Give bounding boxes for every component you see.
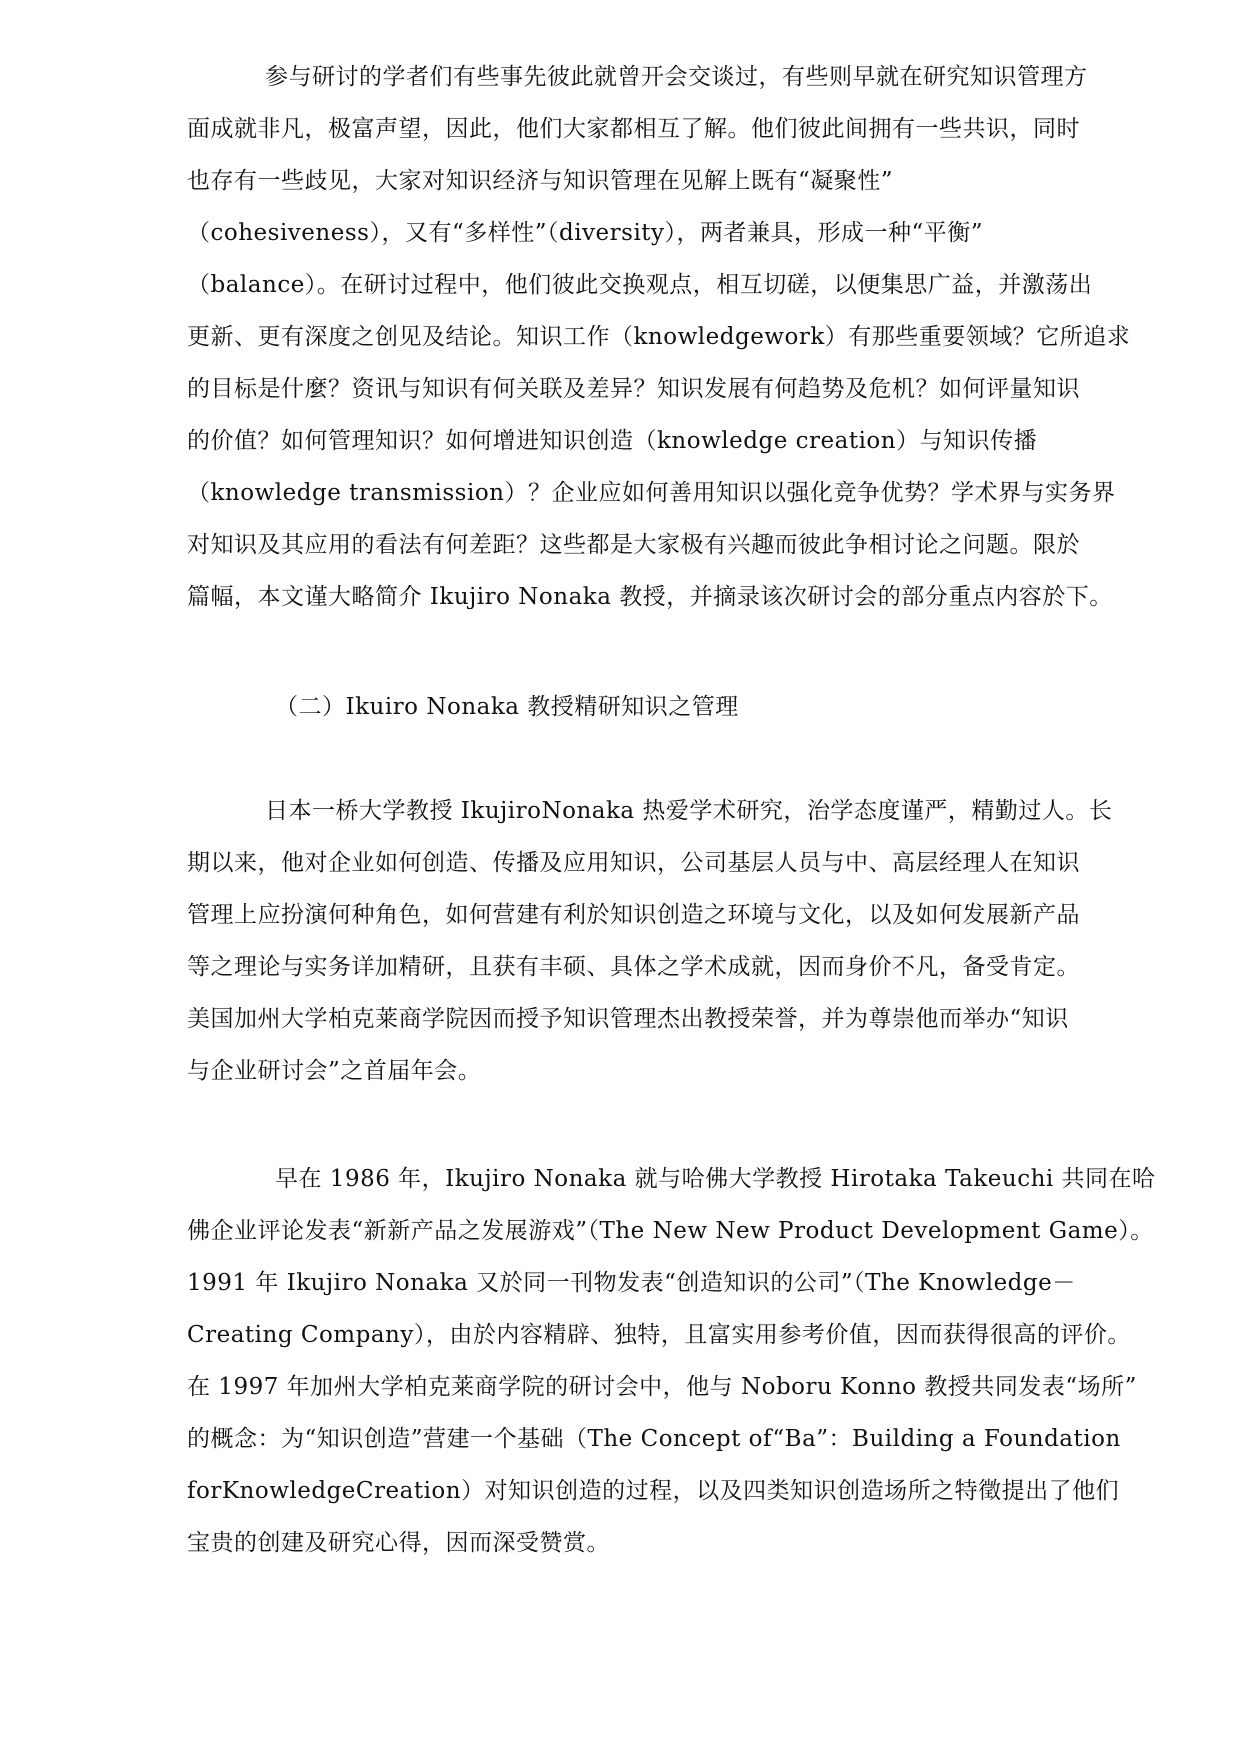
text-line: 管理上应扮演何种角色，如何营建有利於知识创造之环境与文化，以及如何发展新产品 — [187, 902, 1080, 928]
text-line: 面成就非凡，极富声望，因此，他们大家都相互了解。他们彼此间拥有一些共识，同时 — [187, 116, 1080, 142]
text-line: 参与研讨的学者们有些事先彼此就曾开会交谈过，有些则早就在研究知识管理方 — [265, 64, 1088, 90]
text-line: 宝贵的创建及研究心得，因而深受赞赏。 — [187, 1530, 610, 1556]
text-line: 早在 1986 年，Ikujiro Nonaka 就与哈佛大学教授 Hirotaka Takeuchi 共同在哈 — [275, 1166, 1156, 1192]
text-line: 也存有一些歧见，大家对知识经济与知识管理在见解上既有“凝聚性” — [187, 168, 894, 194]
text-line: 篇幅，本文谨大略简介 Ikujiro Nonaka 教授，并摘录该次研讨会的部分重点内容於下。 — [187, 584, 1113, 610]
text-line: （balance）。在研讨过程中，他们彼此交换观点，相互切磋，以便集思广益，并激荡出 — [187, 272, 1093, 298]
text-line: Creating Company），由於内容精辟、独特，且富实用参考价值，因而获得很高的评价。 — [187, 1322, 1131, 1348]
text-line: 1991 年 Ikujiro Nonaka 又於同一刊物发表“创造知识的公司”（The Knowledge－ — [187, 1270, 1076, 1296]
text-line: 对知识及其应用的看法有何差距？这些都是大家极有兴趣而彼此争相讨论之问题。限於 — [187, 532, 1080, 558]
text-line: forKnowledgeCreation）对知识创造的过程，以及四类知识创造场所之特徵提出了他们 — [187, 1478, 1120, 1504]
section-heading: （二）Ikuiro Nonaka 教授精研知识之管理 — [275, 694, 739, 720]
text-line: 的概念：为“知识创造”营建一个基础（The Concept of“Ba”：Building a Foundation — [187, 1426, 1121, 1452]
text-line: 的价值？如何管理知识？如何增进知识创造（knowledge creation）与知识传播 — [187, 428, 1038, 454]
text-line: 的目标是什麼？资讯与知识有何关联及差异？知识发展有何趋势及危机？如何评量知识 — [187, 376, 1080, 402]
text-line: 日本一桥大学教授 IkujiroNonaka 热爱学术研究，治学态度谨严，精勤过人。长 — [265, 798, 1113, 824]
text-line: 佛企业评论发表“新新产品之发展游戏”（The New New Product Development Game）。 — [187, 1218, 1154, 1244]
text-line: 更新、更有深度之创见及结论。知识工作（knowledgework）有那些重要领域？它所追求 — [187, 324, 1131, 350]
text-line: 与企业研讨会”之首届年会。 — [187, 1058, 482, 1084]
text-line: 期以来，他对企业如何创造、传播及应用知识，公司基层人员与中、高层经理人在知识 — [187, 850, 1080, 876]
text-line: 等之理论与实务详加精研，且获有丰硕、具体之学术成就，因而身价不凡，备受肯定。 — [187, 954, 1080, 980]
text-line: （knowledge transmission）？企业应如何善用知识以强化竞争优势？学术界与实务界 — [187, 480, 1116, 506]
text-line: 美国加州大学柏克莱商学院因而授予知识管理杰出教授荣誉，并为尊崇他而举办“知识 — [187, 1006, 1069, 1032]
text-line: （cohesiveness），又有“多样性”（diversity），两者兼具，形成一种“平衡” — [187, 220, 984, 246]
text-line: 在 1997 年加州大学柏克莱商学院的研讨会中，他与 Noboru Konno 教授共同发表“场所” — [187, 1374, 1137, 1400]
